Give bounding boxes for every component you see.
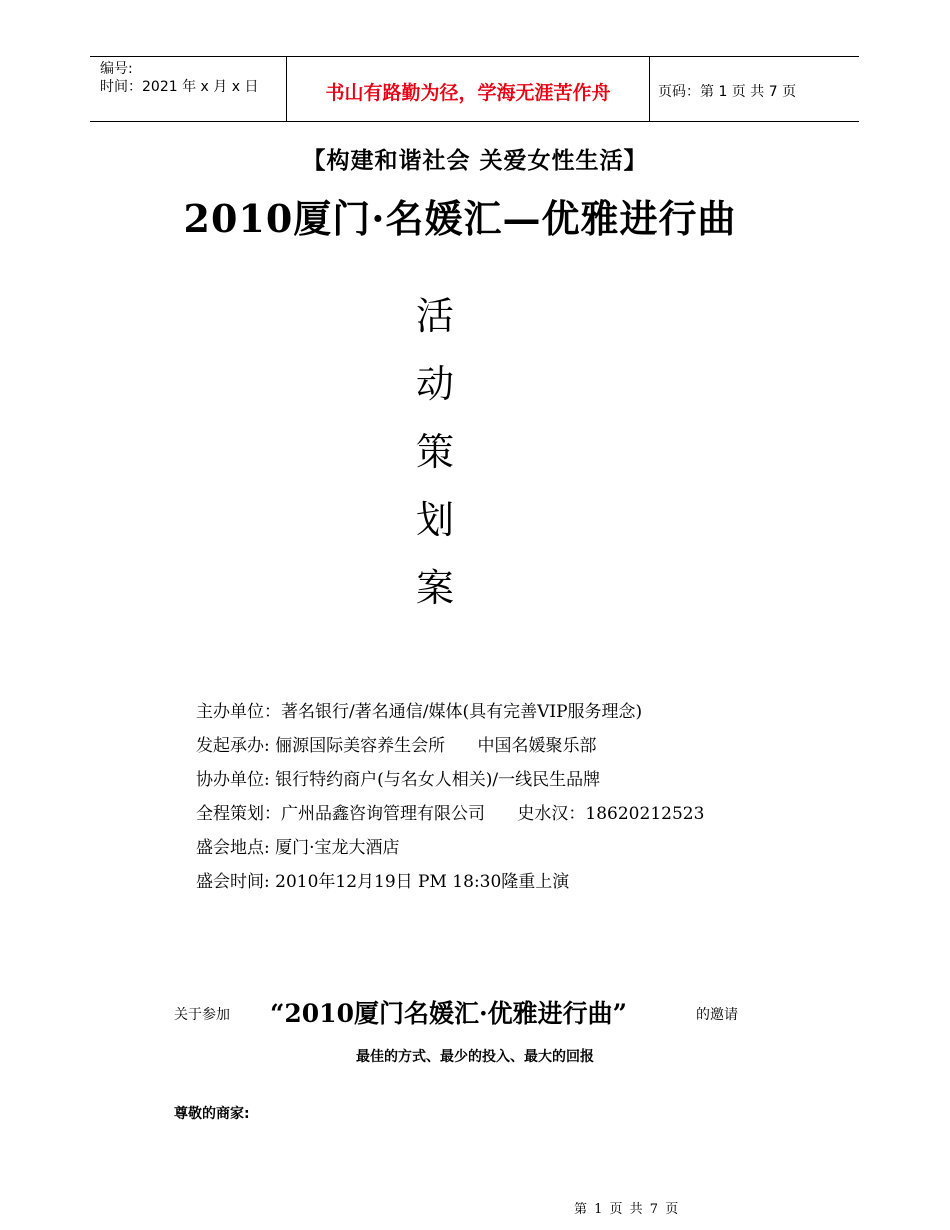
header-top-rule <box>90 56 859 57</box>
info-host: 发起承办: 俪源国际美容养生会所 中国名媛聚乐部 <box>196 736 597 756</box>
header-motto: 书山有路勤为径，学海无涯苦作舟 <box>325 82 611 104</box>
vertical-title-char: 策 <box>415 430 454 474</box>
info-time: 盛会时间: 2010年12月19日 PM 18:30隆重上演 <box>196 872 570 892</box>
vertical-title-char: 案 <box>415 566 454 610</box>
vertical-title <box>400 292 470 632</box>
info-venue: 盛会地点: 厦门·宝龙大酒店 <box>196 838 400 858</box>
document-title: 2010厦门·名媛汇—优雅进行曲 <box>183 196 737 241</box>
info-organizer: 主办单位：著名银行/著名通信/媒体(具有完善VIP服务理念) <box>196 702 643 722</box>
greeting: 尊敬的商家: <box>174 1106 250 1122</box>
header-meta <box>100 60 258 96</box>
vertical-title-char: 活 <box>415 294 454 338</box>
document-subtitle: 【构建和谐社会 关爱女性生活】 <box>302 147 648 174</box>
header-page-label: 页码：第 1 页 共 7 页 <box>658 84 797 100</box>
invitation-suffix: 的邀请 <box>696 1007 738 1023</box>
info-planner: 全程策划：广州品鑫咨询管理有限公司 史水汉：18620212523 <box>196 804 705 824</box>
info-co-organizer: 协办单位: 银行特约商户(与名女人相关)/一线民生品牌 <box>196 770 601 790</box>
document-number-label: 编号: <box>100 61 133 77</box>
invitation-event-name: “2010厦门名媛汇·优雅进行曲” <box>270 999 628 1028</box>
page-footer: 第 1 页 共 7 页 <box>574 1202 679 1217</box>
header-divider-2 <box>649 57 650 121</box>
invitation-heading <box>174 994 874 1034</box>
vertical-title-char: 划 <box>415 498 454 542</box>
vertical-title-char: 动 <box>415 362 454 406</box>
header-bottom-rule <box>90 121 859 122</box>
invitation-prefix: 关于参加 <box>174 1007 230 1023</box>
document-time-label: 时间：2021 年 x 月 x 日 <box>100 79 259 95</box>
tagline: 最佳的方式、最少的投入、最大的回报 <box>356 1049 594 1065</box>
event-info-list <box>196 700 704 904</box>
